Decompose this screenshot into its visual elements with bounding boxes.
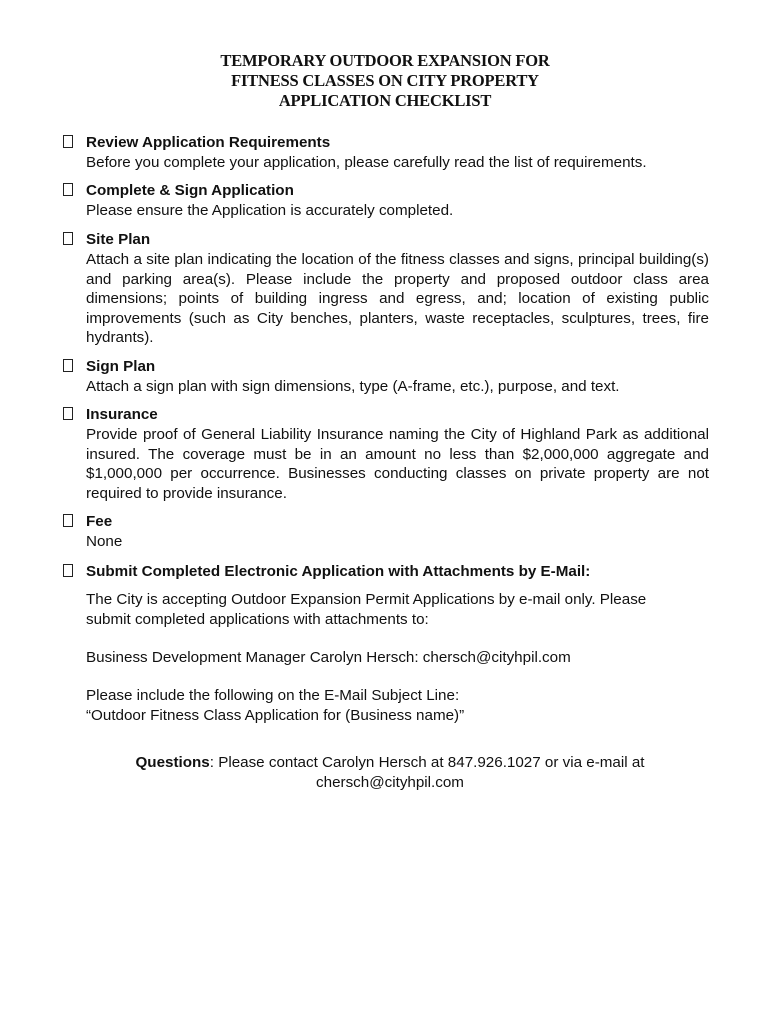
checkbox-icon [63, 407, 73, 420]
item-body: None [86, 533, 123, 550]
title-line-3: APPLICATION CHECKLIST [278, 91, 492, 110]
questions-line-1 [0, 753, 770, 773]
submission-paragraph [86, 590, 726, 629]
checkbox-icon [63, 135, 73, 148]
questions-email: chersch@cityhpil.com [316, 774, 464, 791]
subject-line-1: Please include the following on the E-Mail Subject Line: [86, 687, 460, 704]
item-heading: Complete & Sign Application [86, 182, 294, 199]
questions-block [0, 753, 770, 793]
item-heading: Sign Plan [86, 358, 156, 375]
item-body: Attach a sign plan with sign dimensions, type (A-frame, etc.), purpose, and text. [86, 378, 620, 395]
item-body: Attach a site plan indicating the location of the fitness classes and signs, principal building(s) and parking area(s). Please include the property and proposed outdoor class area dimensions; points of building ingress and egress, and; location of existing public improvements (such as City benches, planters, waste receptacles, sculptures, trees, fire hydrants). [86, 251, 709, 346]
item-heading: Insurance [86, 406, 158, 423]
subject-line-instructions [86, 686, 726, 725]
questions-text: : Please contact Carolyn Hersch at 847.926.1027 or via e-mail at [209, 754, 645, 771]
item-body: Please ensure the Application is accurately completed. [86, 202, 454, 219]
checkbox-icon [63, 514, 73, 527]
checkbox-icon [63, 183, 73, 196]
page-title [0, 51, 770, 111]
checkbox-icon [63, 232, 73, 245]
item-heading: Fee [86, 513, 113, 530]
checkbox-icon [63, 359, 73, 372]
item-body: Provide proof of General Liability Insurance naming the City of Highland Park as additional insured. The coverage must be in an amount no less than $2,000,000 aggregate and $1,000,000 per occurrence. Businesses conducting classes on private property are not required to provide insurance. [86, 426, 709, 502]
questions-label: Questions [135, 754, 210, 771]
submission-line-1: The City is accepting Outdoor Expansion Permit Applications by e-mail only. Please [86, 591, 647, 608]
item-heading: Review Application Requirements [86, 134, 331, 151]
item-heading: Submit Completed Electronic Application with Attachments by E-Mail: [86, 563, 591, 580]
contact-line: Business Development Manager Carolyn Hersch: chersch@cityhpil.com [86, 649, 571, 666]
submission-line-2: submit completed applications with attachments to: [86, 610, 429, 628]
title-line-1: TEMPORARY OUTDOOR EXPANSION FOR [220, 51, 550, 70]
item-body: Before you complete your application, please carefully read the list of requirements. [86, 154, 647, 171]
subject-line-2: “Outdoor Fitness Class Application for (Business name)” [86, 706, 465, 724]
title-line-2: FITNESS CLASSES ON CITY PROPERTY [231, 71, 539, 90]
item-heading: Site Plan [86, 231, 151, 248]
checkbox-icon [63, 564, 73, 577]
